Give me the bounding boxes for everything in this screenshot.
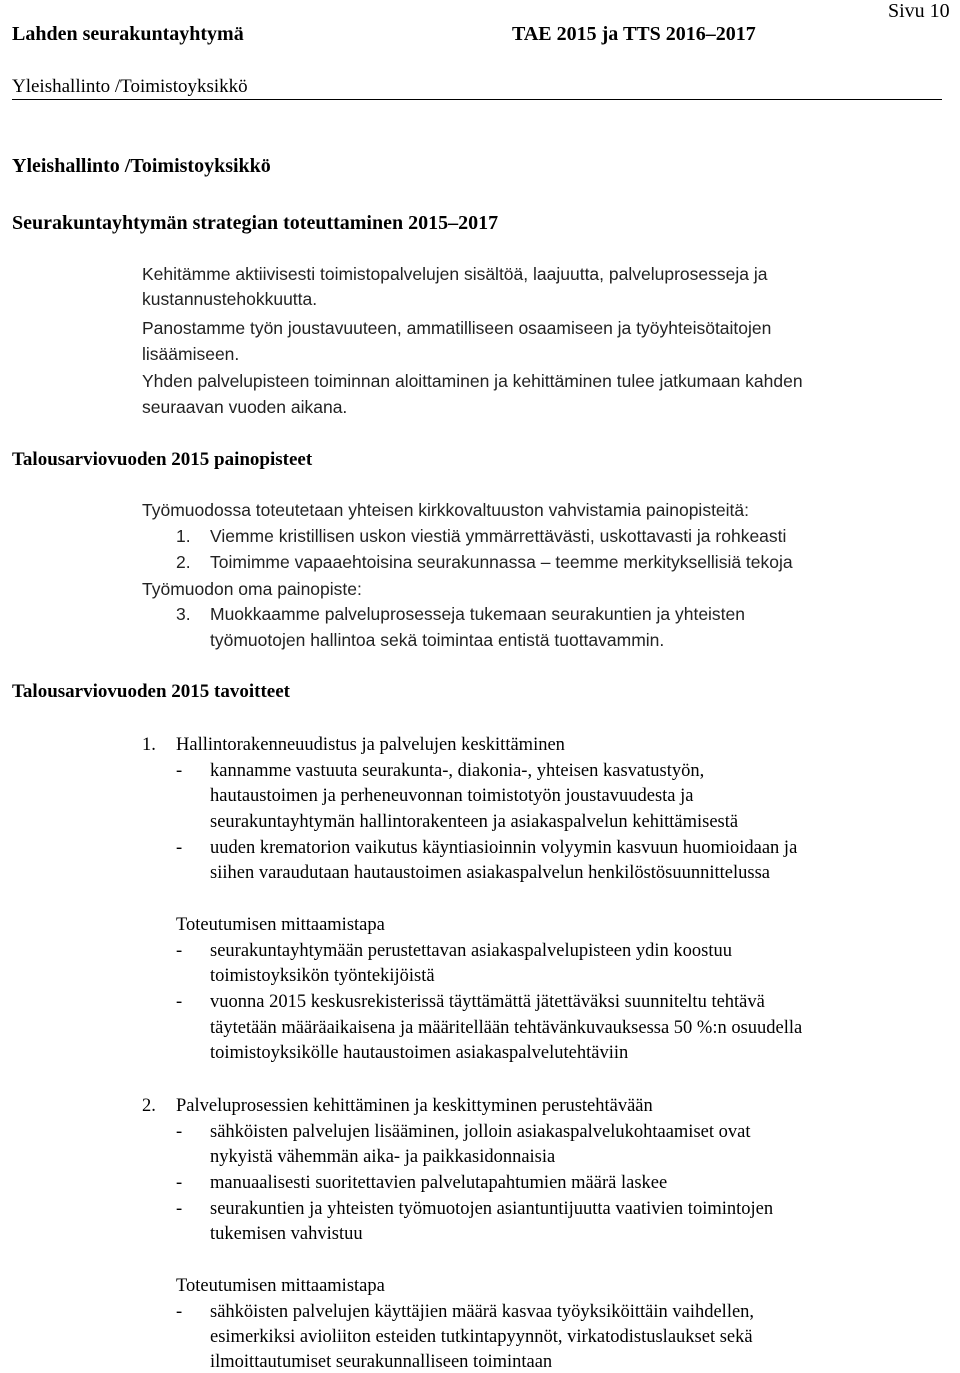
strategy-line: Panostamme työn joustavuuteen, ammatilliseen osaamiseen ja työyhteisötaitojen [142,318,772,338]
measure-bullet: sähköisten palvelujen käyttäjien määrä kasvaa työyksiköittäin vaihdellen, [210,1302,755,1322]
strategy-line: lisäämiseen. [142,344,240,364]
bullet-dash: - [176,1122,183,1142]
priorities-heading: Talousarviovuoden 2015 painopisteet [12,449,313,470]
goal-title: Hallintorakenneuudistus ja palvelujen keskittäminen [176,735,565,755]
measure-bullet: vuonna 2015 keskusrekisterissä täyttämättä jätettäväksi suunniteltu tehtävä [210,992,765,1012]
header-divider [12,99,942,100]
own-priority-label: Työmuodon oma painopiste: [142,579,362,599]
bullet-dash: - [176,941,183,961]
strategy-line: Yhden palvelupisteen toiminnan aloittaminen ja kehittäminen tulee jatkumaan kahden [142,371,803,391]
goal-bullet: nykyistä vähemmän aika- ja paikkasidonnaisia [210,1147,556,1167]
bullet-dash: - [176,1173,183,1193]
header-unit: Yleishallinto /Toimistoyksikkö [12,76,248,97]
priority-number: 3. [176,604,191,624]
bullet-dash: - [176,761,183,781]
goal-bullet: tukemisen vahvistuu [210,1224,363,1244]
priority-item: Muokkaamme palveluprosesseja tukemaan seurakuntien ja yhteisten [210,604,746,624]
goal-title: Palveluprosessien kehittäminen ja keskittyminen perustehtävään [176,1096,653,1116]
goal-bullet: sähköisten palvelujen lisääminen, jolloin asiakaspalvelukohtaamiset ovat [210,1122,751,1142]
goal-number: 2. [142,1096,156,1116]
goal-bullet: seurakuntayhtymän hallintorakenteen ja asiakaspalvelun kehittämisestä [210,812,739,832]
goals-heading: Talousarviovuoden 2015 tavoitteet [12,681,290,702]
bullet-dash: - [176,1199,183,1219]
goal-bullet: uuden krematorion vaikutus käyntiasioinnin volyymin kasvuun huomioidaan ja [210,838,798,858]
bullet-dash: - [176,1302,183,1322]
measure-bullet: toimistoyksikölle hautaustoimen asiakaspalvelutehtäviin [210,1043,629,1063]
bullet-dash: - [176,838,183,858]
strategy-line: seuraavan vuoden aikana. [142,397,348,417]
goal-bullet: kannamme vastuuta seurakunta-, diakonia-, yhteisen kasvatustyön, [210,761,705,781]
measure-bullet: toimistoyksikön työntekijöistä [210,966,435,986]
goal-bullet: siihen varaudutaan hautaustoimen asiakaspalvelun henkilöstösuunnittelussa [210,863,771,883]
priorities-intro: Työmuodossa toteutetaan yhteisen kirkkovaltuuston vahvistamia painopisteitä: [142,500,750,520]
priority-item: Viemme kristillisen uskon viestiä ymmärrettävästi, uskottavasti ja rohkeasti [210,526,787,546]
strategy-line: Kehitämme aktiivisesti toimistopalvelujen sisältöä, laajuutta, palveluprosesseja ja [142,264,768,284]
header-page-number: Sivu 10 [888,0,950,22]
goal-bullet: seurakuntien ja yhteisten työmuotojen asiantuntijuutta vaativien toimintojen [210,1199,774,1219]
goal-bullet: manuaalisesti suoritettavien palvelutapahtumien määrä laskee [210,1173,668,1193]
priority-number: 2. [176,552,191,572]
measure-bullet: esimerkiksi avioliiton esteiden tutkintapyynnöt, virkatodistuslaukset sekä [210,1327,753,1347]
priority-item: Toimimme vapaaehtoisina seurakunnassa – teemme merkityksellisiä tekoja [210,552,793,572]
measure-label: Toteutumisen mittaamistapa [176,1276,385,1296]
strategy-heading: Seurakuntayhtymän strategian toteuttaminen 2015–2017 [12,212,499,234]
measure-bullet: ilmoittautumiset seurakunnalliseen toimintaan [210,1352,553,1372]
priority-item: työmuotojen hallintoa sekä toimintaa entistä tuottavammin. [210,630,665,650]
priority-number: 1. [176,526,191,546]
measure-bullet: seurakuntayhtymään perustettavan asiakaspalvelupisteen ydin koostuu [210,941,732,961]
header-doc-title: TAE 2015 ja TTS 2016–2017 [512,23,756,45]
strategy-line: kustannustehokkuutta. [142,289,318,309]
goal-number: 1. [142,735,156,755]
header-org: Lahden seurakuntayhtymä [12,23,244,45]
measure-label: Toteutumisen mittaamistapa [176,915,385,935]
goal-bullet: hautaustoimen ja perheneuvonnan toimistotyön joustavuudesta ja [210,786,694,806]
page-title: Yleishallinto /Toimistoyksikkö [12,155,271,177]
measure-bullet: täytetään määräaikaisena ja määritellään tehtävänkuvauksessa 50 %:n osuudella [210,1018,803,1038]
bullet-dash: - [176,992,183,1012]
